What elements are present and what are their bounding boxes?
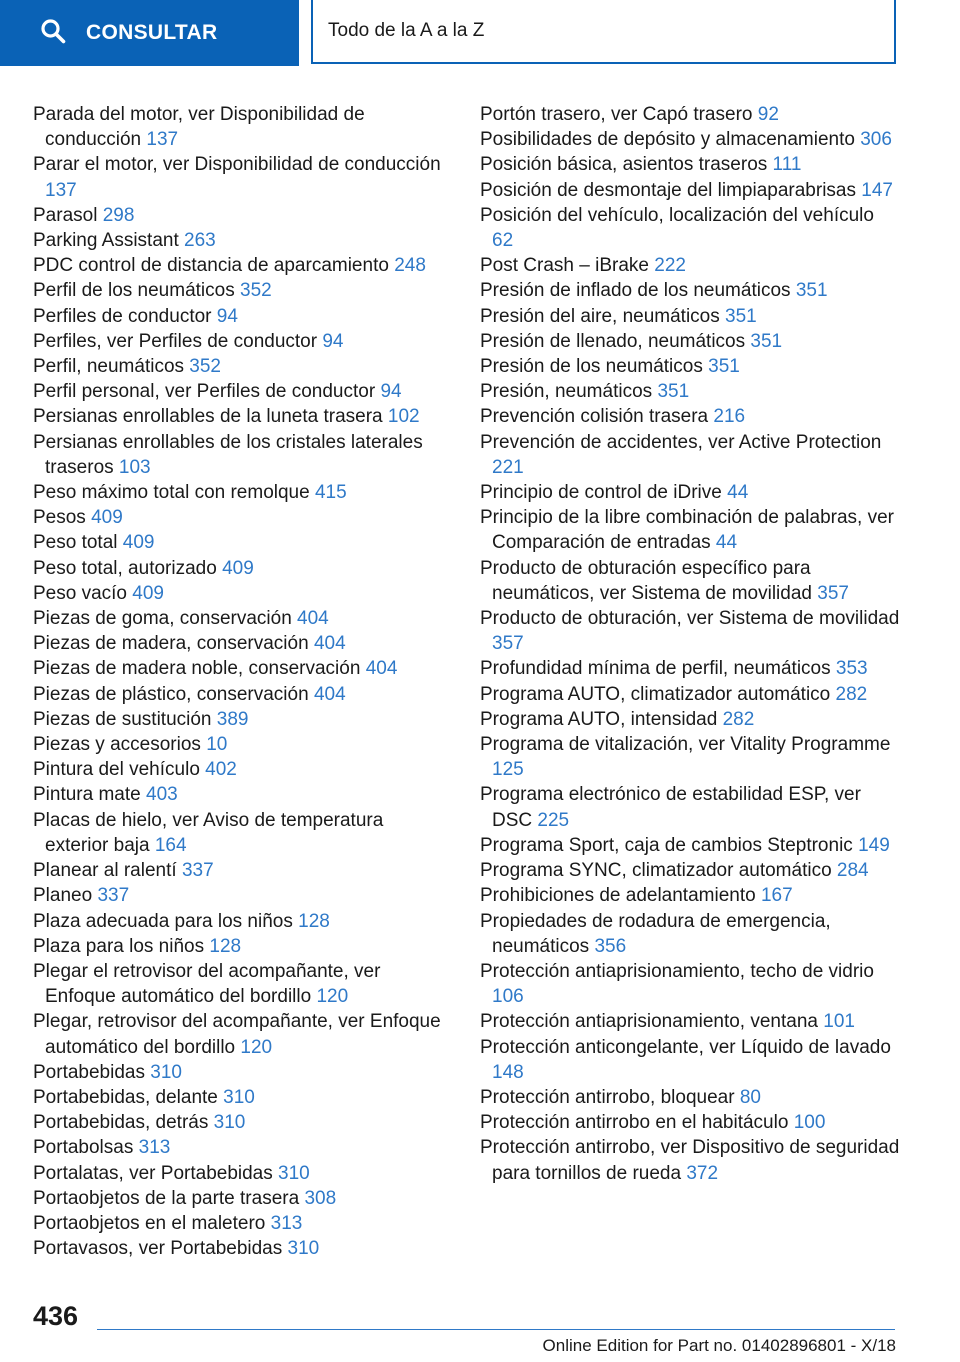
index-page-link[interactable]: 351 — [750, 330, 783, 352]
index-entry — [480, 707, 900, 732]
index-entry-text: Programa Sport, caja de cambios Steptronic — [480, 834, 853, 856]
index-entry-text: Prevención de accidentes, ver Active Protection — [480, 431, 882, 453]
index-entry-text: Prohibiciones de adelantamiento — [480, 885, 756, 907]
index-page-link[interactable]: 137 — [45, 179, 77, 201]
index-entry — [33, 379, 443, 404]
index-entry — [33, 1060, 443, 1085]
index-page-link[interactable]: 310 — [150, 1061, 182, 1083]
index-entry-text: Presión, neumáticos — [480, 381, 653, 403]
index-entry-text: Propiedades de rodadura de emergencia, neumáticos — [480, 910, 831, 957]
index-page-link[interactable]: 94 — [380, 381, 402, 403]
index-entry — [480, 102, 900, 127]
index-entry-text: Parasol — [33, 204, 98, 226]
consult-label: CONSULTAR — [86, 21, 218, 44]
index-entry — [480, 152, 900, 177]
index-page-link[interactable]: 102 — [387, 406, 420, 428]
index-page-link[interactable]: 282 — [835, 683, 868, 705]
index-page-link[interactable]: 128 — [298, 910, 330, 932]
index-entry-text: Persianas enrollables de la luneta trasera — [33, 406, 383, 428]
index-entry-text: Perfiles, ver Perfiles de conductor — [33, 330, 318, 352]
index-entry-text: Programa de vitalización, ver Vitality Programme — [480, 734, 891, 756]
index-page-link[interactable]: 248 — [394, 255, 426, 277]
index-entry-text: Piezas y accesorios — [33, 734, 201, 756]
index-entry-text: Prevención colisión trasera — [480, 406, 709, 428]
index-page-link[interactable]: 409 — [132, 582, 164, 604]
index-entry — [480, 1035, 900, 1085]
index-entry-text: Peso máximo total con remolque — [33, 482, 310, 504]
index-entry-text: Perfiles de conductor — [33, 305, 212, 327]
index-page-link[interactable]: 147 — [861, 179, 893, 201]
index-entry — [33, 732, 443, 757]
index-entry-text: Piezas de madera noble, conservación — [33, 658, 361, 680]
index-page-link[interactable]: 351 — [657, 381, 690, 403]
index-entry-text: Programa AUTO, intensidad — [480, 708, 718, 730]
index-page-link[interactable]: 402 — [205, 759, 237, 781]
index-entry — [480, 480, 900, 505]
index-entry-text: Programa electrónico de estabilidad ESP, ver DSC — [480, 784, 861, 831]
index-page-link[interactable]: 100 — [793, 1112, 826, 1134]
section-title: Todo de la A a la Z — [328, 20, 485, 41]
index-entry — [480, 833, 900, 858]
index-page-link[interactable]: 94 — [216, 305, 238, 327]
index-page-link[interactable]: 284 — [836, 860, 869, 882]
index-entry — [33, 1085, 443, 1110]
index-page-link[interactable]: 263 — [184, 230, 216, 252]
index-entry-text: Perfil de los neumáticos — [33, 280, 235, 302]
index-entry-text: Profundidad mínima de perfil, neumáticos — [480, 658, 831, 680]
index-page-link[interactable]: 351 — [708, 356, 740, 378]
index-entry-text: Portabebidas, delante — [33, 1086, 218, 1108]
index-entry-text: Pesos — [33, 507, 86, 529]
index-page-link[interactable]: 310 — [213, 1112, 246, 1134]
section-title-tab[interactable] — [311, 0, 896, 64]
index-page-link[interactable]: 404 — [297, 608, 329, 630]
index-entry-text: Perfil personal, ver Perfiles de conductor — [33, 381, 376, 403]
index-page-link[interactable]: 357 — [492, 633, 524, 655]
index-entry — [480, 1085, 900, 1110]
index-entry-text: Protección antiaprisionamiento, techo de vidrio — [480, 960, 874, 982]
index-entry — [33, 959, 443, 1009]
index-entry-text: Plegar el retrovisor del acompañante, ver Enfoque automático del bordillo — [33, 960, 381, 1008]
index-entry-text: Plegar, retrovisor del acompañante, ver Enfoque automático del bordillo — [33, 1011, 441, 1058]
index-entry — [480, 682, 900, 707]
index-entry-text: Protección antirrobo, ver Dispositivo de seguridad para tornillos de rueda — [480, 1137, 900, 1184]
index-page-link[interactable]: 222 — [654, 255, 686, 277]
index-entry — [480, 430, 900, 480]
index-page-link[interactable]: 298 — [102, 204, 135, 226]
index-entry — [33, 480, 443, 505]
index-page-link[interactable]: 137 — [146, 129, 179, 151]
index-page-link[interactable]: 313 — [138, 1137, 171, 1159]
index-entry — [480, 505, 900, 555]
index-page-link[interactable]: 306 — [860, 129, 892, 151]
index-entry-text: Piezas de goma, conservación — [33, 608, 292, 630]
index-entry-text: Post Crash – iBrake — [480, 255, 649, 277]
index-entry — [480, 883, 900, 908]
index-page-link[interactable]: 282 — [722, 708, 755, 730]
index-entry — [33, 682, 443, 707]
index-page-link[interactable]: 415 — [314, 482, 347, 504]
index-entry — [33, 631, 443, 656]
index-page-link[interactable]: 167 — [760, 885, 793, 907]
index-page-link[interactable]: 125 — [492, 759, 524, 781]
index-entry — [33, 656, 443, 681]
index-entry — [33, 808, 443, 858]
index-entry-text: Persianas enrollables de los cristales laterales traseros — [33, 431, 423, 478]
index-entry — [33, 757, 443, 782]
index-entry — [33, 253, 443, 278]
index-entry-text: Peso vacío — [33, 582, 127, 604]
index-entry — [480, 1009, 900, 1034]
index-entry — [480, 278, 900, 303]
index-entry-text: Portalatas, ver Portabebidas — [33, 1162, 273, 1184]
index-page-link[interactable]: 216 — [713, 406, 746, 428]
index-page-link[interactable]: 308 — [304, 1187, 337, 1209]
index-entry — [33, 530, 443, 555]
index-entry — [33, 430, 443, 480]
index-entry-text: Producto de obturación, ver Sistema de movilidad — [480, 608, 900, 630]
consult-button[interactable] — [0, 0, 299, 66]
index-entry-text: Peso total — [33, 532, 118, 554]
index-entry-text: Protección antirrobo, bloquear — [480, 1086, 735, 1108]
index-entry — [33, 1110, 443, 1135]
index-page-link[interactable]: 44 — [727, 482, 749, 504]
index-entry — [480, 782, 900, 832]
index-entry-text: Posición básica, asientos traseros — [480, 154, 768, 176]
index-entry — [33, 102, 443, 152]
index-entry — [33, 1135, 443, 1160]
index-entry-text: Planeo — [33, 885, 93, 907]
index-entry — [480, 909, 900, 959]
index-entry-text: Protección antirrobo en el habitáculo — [480, 1112, 789, 1134]
index-page-link[interactable]: 44 — [715, 532, 738, 554]
index-entry — [33, 556, 443, 581]
index-entry-text: Programa AUTO, climatizador automático — [480, 683, 831, 705]
index-page-link[interactable]: 404 — [313, 633, 346, 655]
index-entry — [33, 909, 443, 934]
index-page-link[interactable]: 101 — [823, 1011, 855, 1033]
index-page-link[interactable]: 80 — [739, 1086, 761, 1108]
index-entry-text: Principio de control de iDrive — [480, 482, 722, 504]
index-entry-text: Presión de llenado, neumáticos — [480, 330, 746, 352]
index-entry-text: Plaza para los niños — [33, 935, 205, 957]
index-page-link[interactable]: 128 — [209, 935, 242, 957]
index-entry — [480, 203, 900, 253]
index-page-link[interactable]: 92 — [757, 104, 779, 125]
index-entry — [33, 1186, 443, 1211]
index-page-link[interactable]: 404 — [313, 683, 346, 705]
index-entry — [33, 505, 443, 530]
index-page-link[interactable]: 404 — [365, 658, 398, 680]
index-entry — [33, 883, 443, 908]
index-entry — [480, 1135, 900, 1185]
index-entry — [33, 1009, 443, 1059]
index-page-link[interactable]: 409 — [91, 507, 123, 529]
index-page-link[interactable]: 310 — [223, 1086, 255, 1108]
index-entry-text: Portaobjetos de la parte trasera — [33, 1187, 300, 1209]
index-page-link[interactable]: 353 — [835, 658, 868, 680]
index-entry-text: Piezas de sustitución — [33, 708, 212, 730]
index-entry — [480, 253, 900, 278]
index-page-link[interactable]: 357 — [817, 582, 849, 604]
index-entry — [480, 178, 900, 203]
index-entry-text: Plaza adecuada para los niños — [33, 910, 293, 932]
index-entry — [33, 228, 443, 253]
index-entry — [33, 304, 443, 329]
index-page-link[interactable]: 352 — [189, 356, 221, 378]
index-entry-text: Protección antiaprisionamiento, ventana — [480, 1011, 818, 1033]
index-page-link[interactable]: 337 — [181, 860, 214, 882]
index-entry — [33, 858, 443, 883]
index-entry — [480, 858, 900, 883]
index-entry-text: Pintura mate — [33, 784, 141, 806]
page-header — [0, 0, 960, 66]
index-page-link[interactable]: 103 — [118, 456, 151, 478]
index-entry-text: PDC control de distancia de aparcamiento — [33, 255, 389, 277]
index-page-link[interactable]: 120 — [316, 986, 349, 1008]
index-page-link[interactable]: 313 — [270, 1212, 303, 1234]
index-entry-text: Placas de hielo, ver Aviso de temperatura exterior baja — [33, 809, 384, 856]
index-entry — [480, 732, 900, 782]
index-entry-text: Portabebidas, detrás — [33, 1112, 209, 1134]
index-entry — [33, 329, 443, 354]
index-page-link[interactable]: 10 — [206, 734, 228, 756]
index-entry-text: Portabolsas — [33, 1137, 134, 1159]
index-entry — [33, 782, 443, 807]
index-entry — [480, 656, 900, 681]
index-entry — [480, 329, 900, 354]
index-entry-text: Programa SYNC, climatizador automático — [480, 860, 832, 882]
index-page-link[interactable]: 352 — [240, 280, 272, 302]
index-entry-text: Producto de obturación específico para neumáticos, ver Sistema de movilidad — [480, 557, 812, 604]
index-page-link[interactable]: 372 — [686, 1162, 719, 1184]
index-entry-text: Pintura del vehículo — [33, 759, 200, 781]
footer-divider — [97, 1329, 895, 1330]
index-entry — [480, 127, 900, 152]
index-column-left — [33, 102, 443, 1261]
index-entry-text: Perfil, neumáticos — [33, 356, 185, 378]
index-entry — [33, 1161, 443, 1186]
index-page-link[interactable]: 111 — [772, 154, 802, 176]
index-entry-text: Portaobjetos en el maletero — [33, 1212, 266, 1234]
index-entry-text: Piezas de madera, conservación — [33, 633, 309, 655]
index-entry — [33, 581, 443, 606]
index-entry — [480, 379, 900, 404]
index-entry-text: Parada del motor, ver Disponibilidad de conducción — [33, 104, 365, 151]
index-page-link[interactable]: 409 — [122, 532, 155, 554]
edition-footer: Online Edition for Part no. 01402896801 - X/18 — [542, 1336, 896, 1355]
index-entry — [33, 606, 443, 631]
index-page-link[interactable]: 94 — [322, 330, 344, 352]
index-entry-text: Posición del vehículo, localización del vehículo — [480, 204, 874, 226]
index-entry-text: Planear al ralentí — [33, 860, 177, 882]
index-page-link[interactable]: 403 — [146, 784, 178, 806]
index-page-link[interactable]: 351 — [795, 280, 828, 302]
index-entry — [33, 1211, 443, 1236]
index-entry — [480, 556, 900, 606]
index-column-right — [480, 102, 900, 1186]
index-entry — [480, 354, 900, 379]
index-entry — [480, 304, 900, 329]
index-entry-text: Protección anticongelante, ver Líquido de lavado — [480, 1036, 891, 1058]
index-page-link[interactable]: 389 — [216, 708, 249, 730]
index-entry — [33, 934, 443, 959]
index-entry — [480, 959, 900, 1009]
index-entry — [33, 404, 443, 429]
index-entry-text: Parar el motor, ver Disponibilidad de conducción — [33, 154, 441, 176]
index-page-link[interactable]: 106 — [492, 986, 524, 1008]
index-page-link[interactable]: 310 — [278, 1162, 310, 1184]
page-number: 436 — [33, 1301, 79, 1331]
index-entry-text: Parking Assistant — [33, 230, 179, 252]
index-page-link[interactable]: 221 — [492, 456, 524, 478]
index-entry — [33, 1236, 443, 1261]
index-entry-text: Piezas de plástico, conservación — [33, 683, 309, 705]
index-entry — [33, 278, 443, 303]
index-page-link[interactable]: 149 — [858, 834, 890, 856]
index-page-link[interactable]: 120 — [240, 1036, 273, 1058]
index-entry — [33, 203, 443, 228]
index-page-link[interactable]: 337 — [97, 885, 130, 907]
index-page-link[interactable]: 225 — [537, 809, 570, 831]
index-entry-text: Peso total, autorizado — [33, 557, 217, 579]
index-entry — [33, 707, 443, 732]
search-icon — [40, 18, 66, 49]
index-entry-text: Posición de desmontaje del limpiaparabrisas — [480, 179, 856, 201]
index-page-link[interactable]: 351 — [725, 305, 757, 327]
index-entry-text: Portabebidas — [33, 1061, 145, 1083]
index-page-link[interactable]: 62 — [492, 230, 514, 252]
index-page-link[interactable]: 310 — [287, 1238, 320, 1260]
index-entry-text: Presión de los neumáticos — [480, 356, 703, 378]
index-entry-text: Presión del aire, neumáticos — [480, 305, 720, 327]
index-entry-text: Presión de inflado de los neumáticos — [480, 280, 791, 302]
index-entry — [480, 404, 900, 429]
index-entry — [480, 606, 900, 656]
index-entry-text: Portavasos, ver Portabebidas — [33, 1238, 283, 1260]
index-page-link[interactable]: 164 — [154, 834, 187, 856]
index-entry — [480, 1110, 900, 1135]
index-entry — [33, 152, 443, 202]
index-page-link[interactable]: 409 — [222, 557, 254, 579]
index-entry — [33, 354, 443, 379]
index-page-link[interactable]: 148 — [492, 1061, 524, 1083]
index-entry-text: Portón trasero, ver Capó trasero — [480, 104, 753, 125]
index-entry-text: Posibilidades de depósito y almacenamiento — [480, 129, 855, 151]
index-entry-text: Principio de la libre combinación de palabras, ver Comparación de entradas — [480, 507, 895, 554]
index-page-link[interactable]: 356 — [594, 935, 627, 957]
